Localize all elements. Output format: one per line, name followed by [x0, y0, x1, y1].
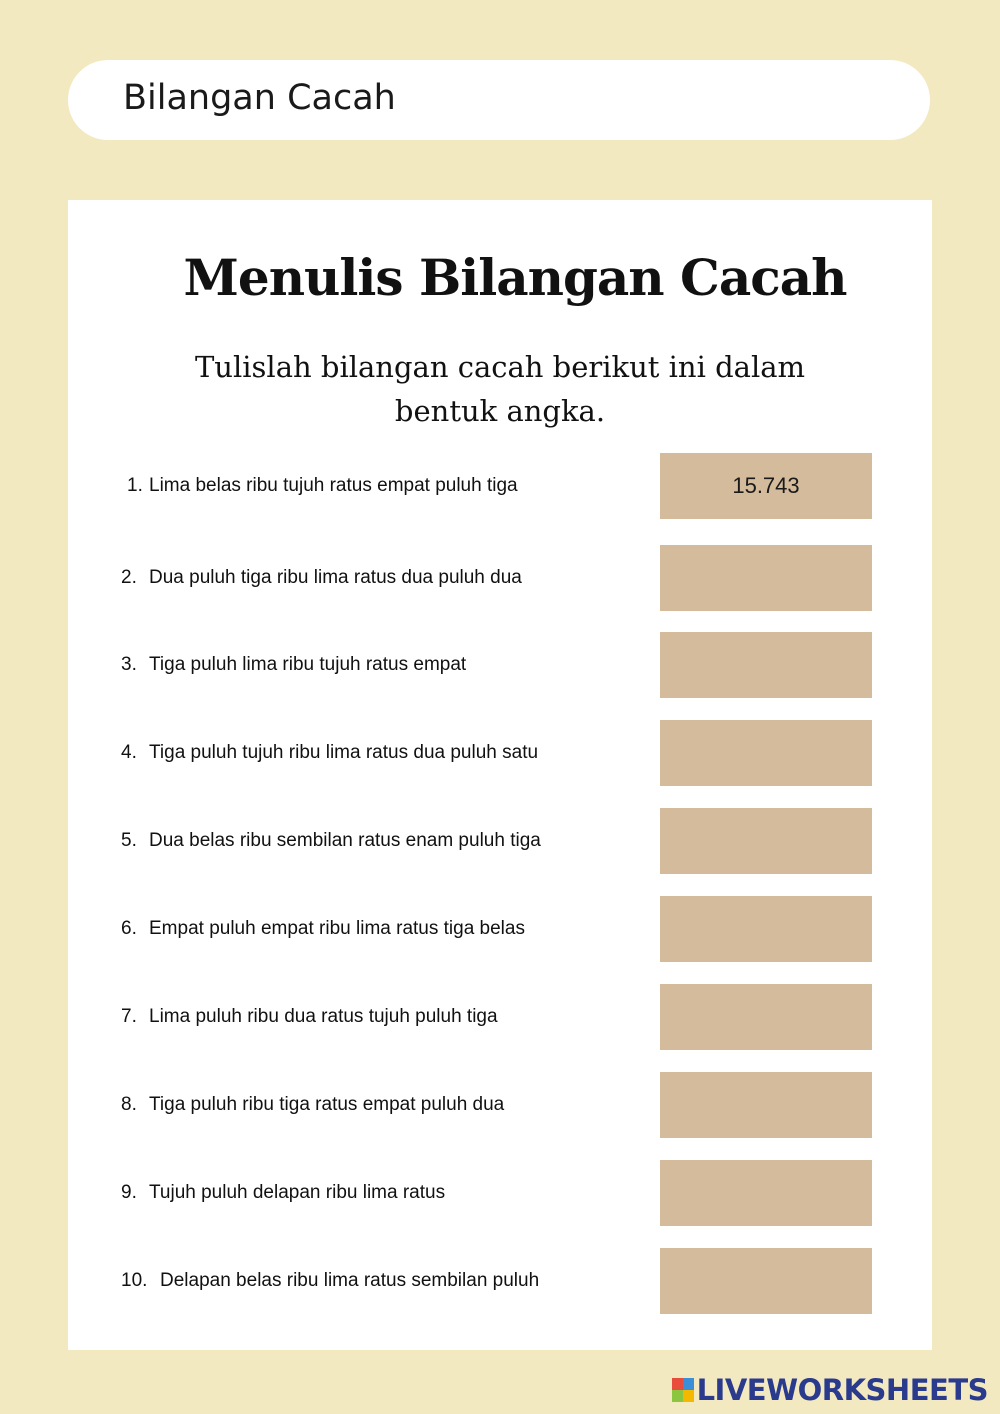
question-text: Delapan belas ribu lima ratus sembilan puluh [160, 1270, 540, 1291]
question-text: Dua puluh tiga ribu lima ratus dua puluh dua [149, 567, 522, 588]
question-row-7 [68, 984, 932, 1050]
question-row-3 [68, 632, 932, 698]
question-number: 10. [121, 1270, 148, 1291]
question-text: Tujuh puluh delapan ribu lima ratus [149, 1182, 446, 1203]
liveworksheets-brand [672, 1373, 988, 1407]
question-text: Tiga puluh lima ribu tujuh ratus empat [149, 654, 467, 675]
question-row-5 [68, 808, 932, 874]
answer-box-1[interactable]: 15.743 [660, 453, 872, 519]
question-number: 3. [121, 654, 137, 675]
worksheet-title: Menulis Bilangan Cacah [183, 248, 847, 307]
question-row-6 [68, 896, 932, 962]
question-row-4 [68, 720, 932, 786]
question-text: Lima puluh ribu dua ratus tujuh puluh tiga [149, 1006, 498, 1027]
answer-box-9[interactable] [660, 1160, 872, 1226]
question-row-10 [68, 1248, 932, 1314]
question-row-1 [68, 453, 932, 519]
question-text: Lima belas ribu tujuh ratus empat puluh tiga [149, 475, 518, 496]
header-title: Bilangan Cacah [123, 78, 396, 118]
answer-box-8[interactable] [660, 1072, 872, 1138]
instruction-text [68, 345, 932, 433]
question-number: 1. [127, 475, 143, 496]
answer-box-2[interactable] [660, 545, 872, 611]
question-row-8 [68, 1072, 932, 1138]
answer-box-7[interactable] [660, 984, 872, 1050]
answer-box-6[interactable] [660, 896, 872, 962]
worksheet-card [68, 200, 932, 1350]
liveworksheets-logo-icon [672, 1378, 694, 1402]
question-row-9 [68, 1160, 932, 1226]
question-text: Tiga puluh tujuh ribu lima ratus dua puluh satu [149, 742, 539, 763]
question-number: 5. [121, 830, 137, 851]
question-number: 7. [121, 1006, 137, 1027]
instruction-line-2: bentuk angka. [394, 394, 606, 428]
answer-box-5[interactable] [660, 808, 872, 874]
question-text: Dua belas ribu sembilan ratus enam puluh tiga [149, 830, 541, 851]
answer-box-3[interactable] [660, 632, 872, 698]
header-bar [68, 60, 930, 140]
question-number: 2. [121, 567, 137, 588]
answer-box-4[interactable] [660, 720, 872, 786]
answer-box-10[interactable] [660, 1248, 872, 1314]
question-number: 8. [121, 1094, 137, 1115]
question-number: 9. [121, 1182, 137, 1203]
question-row-2 [68, 545, 932, 611]
brand-name: LIVEWORKSHEETS [696, 1373, 988, 1407]
question-number: 4. [121, 742, 137, 763]
question-text: Tiga puluh ribu tiga ratus empat puluh dua [149, 1094, 505, 1115]
question-text: Empat puluh empat ribu lima ratus tiga belas [149, 918, 525, 939]
instruction-line-1: Tulislah bilangan cacah berikut ini dalam [194, 350, 806, 384]
question-number: 6. [121, 918, 137, 939]
